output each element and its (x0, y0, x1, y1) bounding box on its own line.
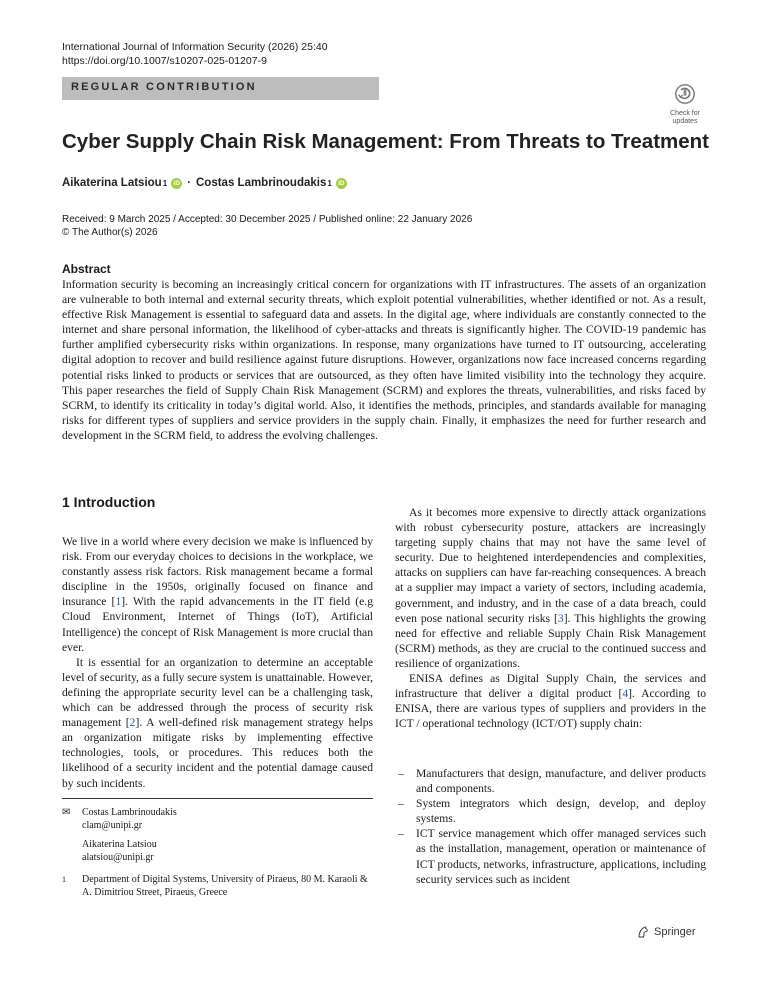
paragraph (62, 655, 373, 791)
right-column (395, 505, 706, 731)
footnotes (62, 806, 373, 899)
paragraph-text: ENISA defines as Digital Supply Chain, the services and infrastructure that deliver a digital product [ (395, 672, 706, 701)
citation-link[interactable]: 2 (129, 716, 136, 730)
publisher-logo (636, 925, 696, 939)
paragraph-text: ]. This highlights the growing need for effective and reliable Supply Chain Risk Management (SCRM) methods, as they are crucial to the continued success and resilience of organizations. (395, 611, 706, 670)
check-updates-icon (675, 84, 695, 104)
publisher-name: Springer (654, 926, 696, 938)
author-name[interactable]: Aikaterina Latsiou (62, 177, 162, 189)
abstract-text: Information security is becoming an increasingly critical concern for organizations with IT infrastructures. The assets of an organization are vulnerable to both internal and external security threats, which exploit potential vulnerabilities, whether identified or not. As a result, effective Risk Management is essential to safeguard data and assets. In the digital age, where individuals are constantly connected to the internet and share personal information, the likelihood of cyber-attacks and threats is significantly higher. The COVID-19 pandemic has further amplified cybersecurity risks within organizations. In response, many organizations have turned to IT outsourcing, accelerating digital adoption to recover and build resilience against future disruptions. However, organizations now face increased concerns regarding potential risks linked to products or services that are outsourced, as they often have limited visibility into the technology they acquire. This paper researches the field of Supply Chain Risk Management (SCRM) and explores the threats, vulnerabilities, and risks faced by SCRM, to identify its criticality in today’s digital world. Also, it identifies the methods, principles, and standards available for managing risks for different types of suppliers and service providers in the supply chain. Finally, it emphasizes the need for further research and development in the SCRM field, to address the evolving challenges. (62, 278, 706, 442)
left-column (62, 534, 373, 791)
affiliation-text: Department of Digital Systems, University of Piraeus, 80 M. Karaoli & A. Dimitriou Street, Piraeus, Greece (82, 874, 368, 898)
affiliation-marker: 1 (162, 178, 168, 188)
list-item-text: System integrators which design, develop, and deploy systems. (416, 797, 706, 826)
affiliation-footnote (62, 873, 373, 899)
envelope-icon: ✉ (62, 807, 71, 818)
orcid-icon[interactable]: iD (336, 178, 347, 189)
doi-link[interactable]: https://doi.org/10.1007/s10207-025-01207-9 (62, 55, 267, 67)
list-item (395, 826, 706, 886)
paragraph-text: ]. With the rapid advancements in the IT field (e.g Cloud Environment, Internet of Things (IoT), Artificial Intelligence) the concept of Risk Management is more crucial than ever. (62, 595, 373, 654)
publication-dates: Received: 9 March 2025 / Accepted: 30 December 2025 / Published online: 22 January 2026 (62, 214, 473, 225)
corresponding-contact (62, 806, 373, 832)
contact-name: Costas Lambrinoudakis (82, 807, 177, 818)
paragraph (62, 534, 373, 655)
copyright-notice: © The Author(s) 2026 (62, 227, 158, 238)
article-type-label: REGULAR CONTRIBUTION (71, 81, 257, 93)
article-type-banner (62, 77, 379, 100)
bullet-marker: – (398, 767, 404, 780)
footnote-divider (62, 798, 373, 799)
springer-horse-icon (636, 925, 650, 939)
bullet-marker: – (398, 827, 404, 841)
paragraph (395, 671, 706, 731)
citation-link[interactable]: 4 (622, 687, 629, 701)
citation-link[interactable]: 1 (115, 595, 122, 609)
citation-link[interactable]: 3 (557, 611, 564, 625)
check-updates-label: Check for updates (670, 110, 700, 125)
author-separator: · (187, 177, 191, 189)
article-title: Cyber Supply Chain Risk Management: From Threats to Treatment (62, 130, 710, 153)
contact-name: Aikaterina Latsiou (82, 839, 157, 850)
list-item-text: Manufacturers that design, manufacture, and deliver products and components. (416, 767, 706, 796)
affiliation-number: 1 (62, 875, 66, 884)
supplier-types-list (395, 766, 706, 887)
paragraph-text: It is essential for an organization to determine an acceptable level of security, as a fully secure system is unattainable. However, defining the appropriate security level can be a challenging task, which can be addressed through the process of security risk management [ (62, 655, 373, 730)
author-contact (62, 838, 373, 864)
abstract-heading: Abstract (62, 262, 111, 276)
author-name[interactable]: Costas Lambrinoudakis (196, 177, 327, 189)
section-heading-introduction: 1 Introduction (62, 494, 156, 510)
affiliation-marker: 1 (327, 178, 332, 188)
check-for-updates-badge[interactable] (665, 84, 705, 125)
list-item-text: ICT service management which offer managed services such as the installation, management, operation or maintenance of ICT products, networks, infrastructure, applications, including security services such as incident (416, 827, 706, 886)
journal-citation: International Journal of Information Security (2026) 25:40 (62, 41, 328, 53)
paragraph-text: We live in a world where every decision we make is influenced by risk. From our everyday choices to decisions in the workplace, we constantly assess risk factors. Risk management became a formal discipline in the 1950s, originally focused on finance and insurance [ (62, 535, 373, 609)
paragraph-text: ]. According to ENISA, there are various types of suppliers and providers in the ICT / operational technology (ICT/OT) supply chain: (395, 687, 706, 731)
paragraph-text: As it becomes more expensive to directly attack organizations with robust cybersecurity posture, attackers are increasingly targeting supply chains that may not have the same level of security. Due to heightened interdependencies and complexities, attacks on suppliers can have far-reaching consequences. A breach at a supplier may impact a variety of sectors, including academia, government, and industry, and in the case of a data breach, could even pose national security risks [ (395, 506, 706, 625)
orcid-icon[interactable]: iD (171, 178, 182, 189)
paragraph-text: ]. A well-defined risk management strategy helps an organization mitigate risks by implementing effective technologies, tools, or procedures. This reduces both the likelihood of a security incident and the potential damage caused by such incidents. (62, 716, 374, 790)
author-list (62, 177, 347, 189)
list-item (395, 766, 706, 796)
list-item (395, 796, 706, 826)
paragraph (395, 505, 706, 671)
bullet-marker: – (398, 797, 404, 811)
contact-email[interactable]: alatsiou@unipi.gr (82, 852, 154, 863)
contact-email[interactable]: clam@unipi.gr (82, 820, 143, 831)
